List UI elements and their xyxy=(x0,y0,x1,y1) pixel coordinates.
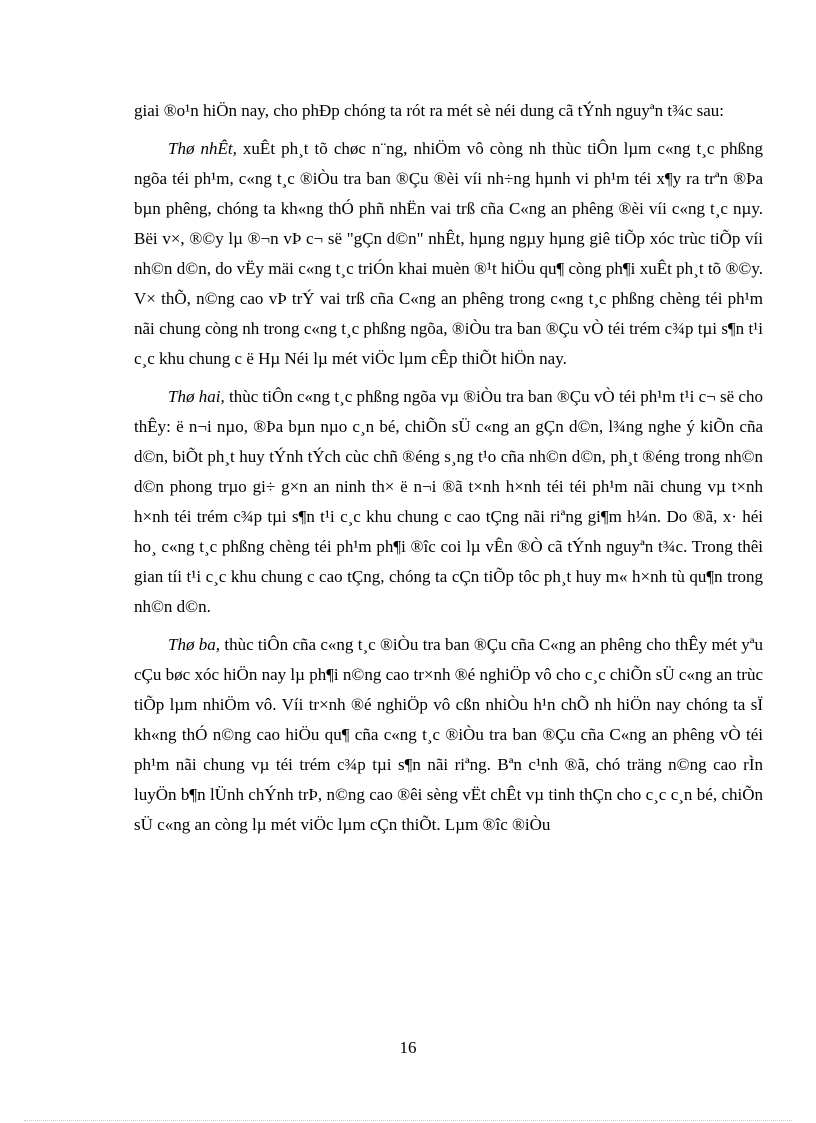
paragraph-lead: Thø ba, xyxy=(168,635,221,654)
paragraph-1 xyxy=(134,96,763,126)
paragraph-lead: Thø hai, xyxy=(168,387,225,406)
paragraph-lead: Thø nhÊt, xyxy=(168,139,237,158)
paragraph-text: giai ®o¹n hiÖn nay, cho phÐp chóng ta rót ra mét sè néi dung cã tÝnh nguyªn t¾c sau: xyxy=(134,101,725,120)
paragraph-text: thùc tiÔn cña c«ng t¸c ®iÒu tra ban ®Çu cña C«ng an phêng cho thÊy mét yªu cÇu bøc xóc hiÖn nay lµ ph¶i n©ng cao tr×nh ®é nghiÖp vô cho c¸c chiÕn sÜ c«ng an trùc tiÕp lµm nhiÖm vô. Víi tr×nh ®é nghiÖp vô cßn nhiÒu h¹n chÕ nh hiÖn nay chóng ta sÏ kh«ng thÓ n©ng cao hiÖu qu¶ cña c«ng t¸c ®iÒu tra ban ®Çu cña C«ng an phêng vÒ téi ph¹m nãi chung vµ téi trém c¾p tµi s¶n nãi riªng. Bªn c¹nh ®ã, chó träng n©ng cao rÌn luyÖn b¶n lÜnh chÝnh trÞ, n©ng cao ®êi sèng vËt chÊt vµ tinh thÇn cho c¸c c¸n bé, chiÕn sÜ c«ng an còng lµ mét viÖc lµm cÇn thiÕt. Lµm ®îc ®iÒu xyxy=(134,635,763,834)
paragraph-2 xyxy=(134,134,763,374)
paragraph-text: xuÊt ph¸t tõ chøc n¨ng, nhiÖm vô còng nh thùc tiÔn lµm c«ng t¸c phßng ngõa téi ph¹m, c«ng t¸c ®iÒu tra ban ®Çu ®èi víi nh÷ng hµnh vi ph¹m téi x¶y ra trªn ®Þa bµn phêng, chóng ta kh«ng thÓ phñ nhËn vai trß cña C«ng an phêng ®èi víi c«ng t¸c nµy. Bëi v×, ®©y lµ ®¬n vÞ c¬ së "gÇn d©n" nhÊt, hµng ngµy hµng giê tiÕp xóc trùc tiÕp víi nh©n d©n, do vËy mäi c«ng t¸c triÓn khai muèn ®¹t hiÖu qu¶ còng ph¶i xuÊt ph¸t tõ ®©y. V× thÕ, n©ng cao vÞ trÝ vai trß cña C«ng an phêng trong c«ng t¸c phßng chèng téi ph¹m nãi chung còng nh trong c«ng t¸c phßng ngõa, ®iÒu tra ban ®Çu vÒ téi trém c¾p tµi s¶n t¹i c¸c khu chung c ë Hµ Néi lµ mét viÖc lµm cÊp thiÕt hiÖn nay. xyxy=(134,139,763,368)
paragraph-3 xyxy=(134,382,763,622)
paragraph-text: thùc tiÔn c«ng t¸c phßng ngõa vµ ®iÒu tra ban ®Çu vÒ téi ph¹m t¹i c¬ së cho thÊy: ë n¬i nµo, ®Þa bµn nµo c¸n bé, chiÕn sÜ c«ng an gÇn d©n, l¾ng nghe ý kiÕn cña d©n, biÕt ph¸t huy tÝnh tÝch cùc chñ ®éng s¸ng t¹o cña nh©n d©n, ph¸t ®éng trong nh©n d©n phong trµo gi÷ g×n an ninh th× ë n¬i ®ã t×nh h×nh téi téi ph¹m nãi chung vµ t×nh h×nh téi trém c¾p tµi s¶n t¹i c¸c khu chung c cao tÇng nãi riªng gi¶m h¼n. Do ®ã, x· héi ho¸ c«ng t¸c phßng chèng téi ph¹m ph¶i ®îc coi lµ vÊn ®Ò cã tÝnh nguyªn t¾c. Trong thêi gian tíi t¹i c¸c khu chung c cao tÇng, chóng ta cÇn tiÕp tôc ph¸t huy m« h×nh tù qu¶n trong nh©n d©n. xyxy=(134,387,763,616)
page-body xyxy=(134,96,763,840)
page-number: 16 xyxy=(399,1038,417,1057)
paragraph-4 xyxy=(134,630,763,840)
page-bottom-divider xyxy=(24,1120,792,1121)
